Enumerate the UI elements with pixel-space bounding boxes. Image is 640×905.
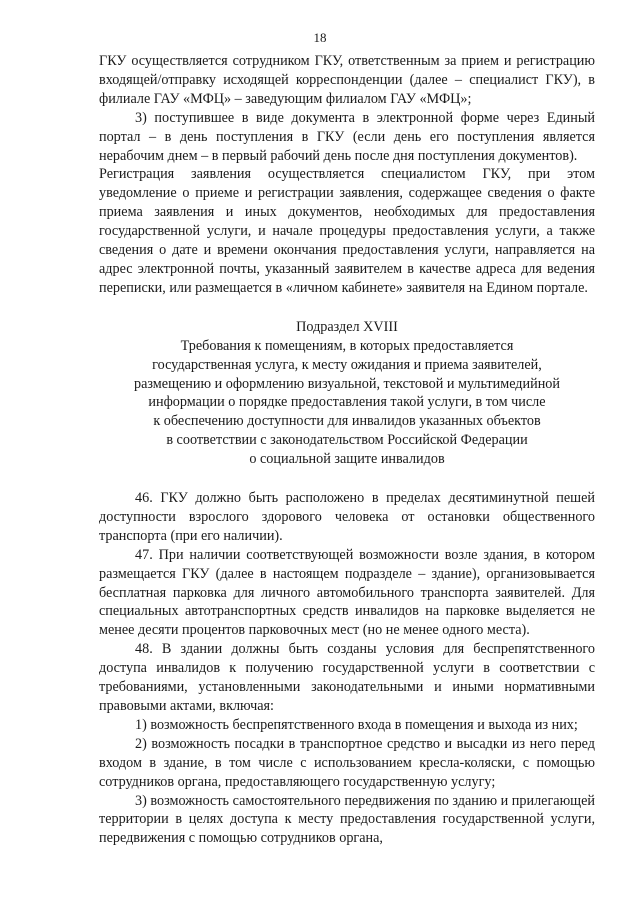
subsection-title: Подраздел XVIII [296, 318, 398, 335]
subsection-heading-line: государственная услуга, к месту ожидания и приема заявителей, [152, 356, 542, 373]
page-number: 18 [313, 30, 327, 45]
subsection-heading-line: о социальной защите инвалидов [249, 451, 445, 468]
list-item-1: 1) возможность беспрепятственного входа в помещения и выхода из них; [135, 716, 578, 733]
subsection-heading-line: Требования к помещениям, в которых предоставляется [180, 337, 514, 354]
paragraph-item-3: 3) поступившее в виде документа в электронной форме через Единый портал – в день поступления в ГКУ (если день его поступления является нерабочим днем – в первый рабочий день после дня поступления документов). [99, 109, 595, 164]
subsection-heading-line: к обеспечению доступности для инвалидов указанных объектов [153, 413, 541, 430]
paragraph-continuation: ГКУ осуществляется сотрудником ГКУ, ответственным за прием и регистрацию входящей/отправку исходящей корреспонденции (далее – специалист ГКУ), в филиале ГАУ «МФЦ» – заведующим филиалом ГАУ «МФЦ»; [99, 53, 595, 107]
subsection-heading-line: информации о порядке предоставления такой услуги, в том числе [148, 394, 546, 411]
subsection-heading [99, 318, 595, 469]
list-item-3: 3) возможность самостоятельного передвижения по зданию и прилегающей территории в целях доступа к месту предоставления государственной услуги, передвижения с помощью сотрудников органа, [99, 792, 595, 847]
list-item-2: 2) возможность посадки в транспортное средство и высадки из него перед входом в здание, в том числе с использованием кресла-коляски, с помощью сотрудников органа, предоставляющего государственную услугу; [99, 735, 595, 790]
paragraph-47: 47. При наличии соответствующей возможности возле здания, в котором размещается ГКУ (далее в настоящем подразделе – здание), организовывается бесплатная парковка для личного автомобильного транспорта заявителей. Для специальных автотранспортных средств инвалидов на парковке выделяется не менее десяти процентов парковочных мест (но не менее одного места). [99, 546, 595, 639]
paragraph-48: 48. В здании должны быть созданы условия для беспрепятственного доступа инвалидов к получению государственной услуги в соответствии с требованиями, установленными законодательными и иными нормативными правовыми актами, включая: [99, 641, 595, 714]
paragraph-46: 46. ГКУ должно быть расположено в пределах десятиминутной пешей доступности взрослого здорового человека от остановки общественного транспорта (при его наличии). [99, 490, 595, 544]
document-body [99, 52, 595, 848]
paragraph-registration: Регистрация заявления осуществляется специалистом ГКУ, при этом уведомление о приеме и регистрации заявления, содержащее сведения о факте приема заявления и иных документов, необходимых для предоставления государственной услуги, и начале процедуры предоставления услуги, а также сведения о дате и времени окончания предоставления услуги, направляется на адрес электронной почты, указанный заявителем в качестве адреса для ведения переписки, или размещается в «личном кабинете» заявителя на Едином портале. [99, 166, 595, 296]
subsection-heading-line: в соответствии с законодательством Российской Федерации [166, 432, 528, 449]
subsection-heading-line: размещению и оформлению визуальной, текстовой и мультимедийной [134, 375, 560, 392]
